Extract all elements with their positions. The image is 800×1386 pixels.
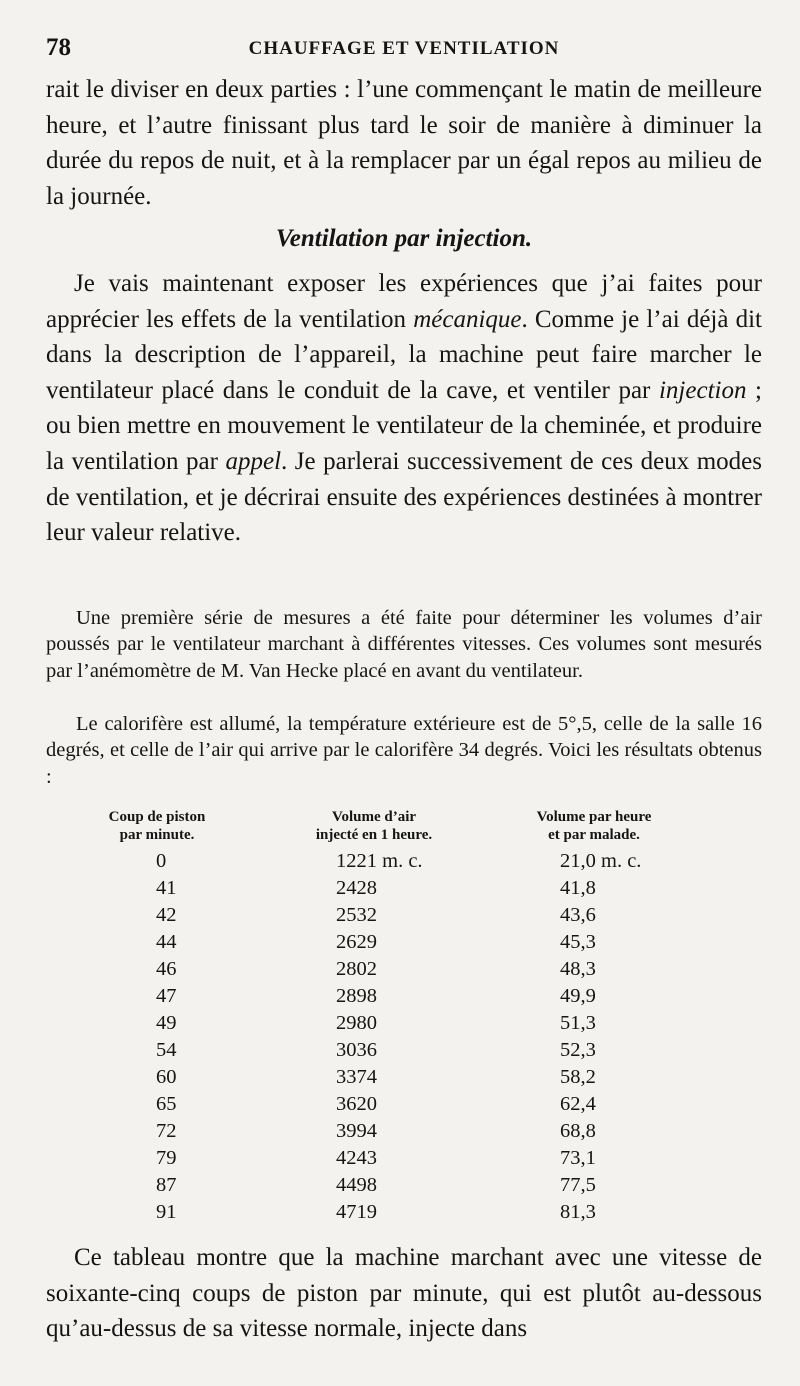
table-row — [46, 1012, 762, 1039]
emphasis-appel: appel — [225, 447, 282, 475]
cell-air-volume: 4243 — [336, 1147, 377, 1169]
cell-volume-per-patient: 62,4 — [560, 1093, 596, 1115]
cell-volume-per-patient: 73,1 — [560, 1147, 596, 1169]
cell-volume-per-patient: 41,8 — [560, 877, 596, 899]
cell-piston-strokes: 42 — [156, 904, 177, 926]
cell-volume-per-patient: 68,8 — [560, 1120, 596, 1142]
header-air-volume-line-2: injecté en 1 heure. — [315, 827, 433, 843]
section-heading: Ventilation par injection. — [275, 225, 533, 252]
cell-volume-per-patient: 43,6 — [560, 904, 596, 926]
cell-piston-strokes: 0 — [156, 850, 167, 872]
table-row — [46, 904, 762, 931]
cell-air-volume: 3620 — [336, 1093, 377, 1115]
emphasis-mecanique: mécanique — [413, 305, 522, 333]
header-piston-strokes-line-2: par minute. — [119, 827, 195, 843]
cell-air-volume: 3374 — [336, 1066, 377, 1088]
running-head: CHAUFFAGE ET VENTILATION — [248, 38, 560, 59]
table-row — [46, 1093, 762, 1120]
page-header — [46, 34, 762, 66]
table-row — [46, 1201, 762, 1228]
paragraph-1: rait le diviser en deux parties : l’une commençant le matin de meilleure heure, et l’autre finissant plus tard le soir de manière à diminuer la durée du repos de nuit, et à la remplacer par un égal repos au milieu de la journée. — [46, 76, 762, 210]
paragraph-4: Le calorifère est allumé, la température extérieure est de 5°,5, celle de la salle 16 degrés, et celle de l’air qui arrive par le calorifère 34 degrés. Voici les résultats obtenus : — [46, 713, 762, 788]
cell-piston-strokes: 54 — [156, 1039, 177, 1061]
cell-piston-strokes: 46 — [156, 958, 177, 980]
cell-air-volume: 2980 — [336, 1012, 377, 1034]
paragraph-2-text-3: ; ou bien mettre en mouvement le ventilateur de la cheminée, et produire la ventilation par — [46, 376, 763, 475]
header-air-volume — [268, 808, 480, 844]
header-volume-per-patient — [494, 808, 694, 844]
cell-volume-per-patient: 48,3 — [560, 958, 596, 980]
cell-volume-per-patient: 81,3 — [560, 1201, 596, 1223]
paragraph-2-text-4: . Je parlerai successivement de ces deux modes de ventilation, et je décrirai ensuite des expériences destinées à montrer leur valeur relative. — [46, 447, 762, 547]
cell-piston-strokes: 65 — [156, 1093, 177, 1115]
cell-air-volume: 2629 — [336, 931, 377, 953]
table-row — [46, 958, 762, 985]
cell-piston-strokes: 91 — [156, 1201, 177, 1223]
table-row — [46, 931, 762, 958]
cell-volume-per-patient: 52,3 — [560, 1039, 596, 1061]
cell-air-volume: 2802 — [336, 958, 377, 980]
cell-air-volume: 2428 — [336, 877, 377, 899]
table-row — [46, 877, 762, 904]
table-row — [46, 1147, 762, 1174]
cell-piston-strokes: 87 — [156, 1174, 177, 1196]
cell-volume-per-patient: 51,3 — [560, 1012, 596, 1034]
header-piston-strokes — [82, 808, 232, 844]
table-row — [46, 1174, 762, 1201]
emphasis-injection: injection — [658, 376, 747, 404]
table-row — [46, 1039, 762, 1066]
paragraph-2 — [46, 266, 762, 551]
paragraph-2-text-2: . Comme je l’ai déjà dit dans la description de l’appareil, la machine peut faire marcher le ventilateur placé dans le conduit de la cave, et ventiler par — [46, 305, 762, 404]
header-volume-per-patient-line-2: et par malade. — [548, 827, 640, 843]
cell-air-volume: 2532 — [336, 904, 377, 926]
cell-volume-per-patient: 77,5 — [560, 1174, 596, 1196]
cell-air-volume: 3036 — [336, 1039, 377, 1061]
cell-volume-per-patient: 45,3 — [560, 931, 596, 953]
paragraph-2-text-1: Je vais maintenant exposer les expériences que j’ai faites pour apprécier les effets de la ventilation — [46, 270, 762, 333]
cell-air-volume: 4719 — [336, 1201, 377, 1223]
table-row — [46, 985, 762, 1012]
header-piston-strokes-line-1: Coup de piston — [108, 809, 206, 825]
cell-piston-strokes: 72 — [156, 1120, 177, 1142]
table-row — [46, 1120, 762, 1147]
cell-air-volume: 3994 — [336, 1120, 377, 1142]
paragraph-5: Ce tableau montre que la machine marchant avec une vitesse de soixante-cinq coups de piston par minute, qui est plutôt au-dessous qu’au-dessus de sa vitesse normale, injecte dans — [46, 1244, 762, 1343]
header-air-volume-line-1: Volume d’air — [331, 809, 417, 825]
table-row — [46, 850, 762, 877]
cell-air-volume: 1221 m. c. — [336, 850, 423, 872]
cell-piston-strokes: 49 — [156, 1012, 177, 1034]
cell-piston-strokes: 41 — [156, 877, 177, 899]
cell-piston-strokes: 79 — [156, 1147, 177, 1169]
cell-volume-per-patient: 21,0 m. c. — [560, 850, 642, 872]
cell-piston-strokes: 44 — [156, 931, 177, 953]
cell-piston-strokes: 47 — [156, 985, 177, 1007]
cell-volume-per-patient: 58,2 — [560, 1066, 596, 1088]
cell-volume-per-patient: 49,9 — [560, 985, 596, 1007]
cell-air-volume: 2898 — [336, 985, 377, 1007]
table-row — [46, 1066, 762, 1093]
cell-piston-strokes: 60 — [156, 1066, 177, 1088]
header-volume-per-patient-line-1: Volume par heure — [536, 809, 652, 825]
paragraph-3: Une première série de mesures a été faite pour déterminer les volumes d’air poussés par le ventilateur marchant à différentes vitesses. Ces volumes sont mesurés par l’anémomètre de M. Van Hecke placé en avant du ventilateur. — [46, 607, 762, 682]
cell-air-volume: 4498 — [336, 1174, 377, 1196]
page-number: 78 — [46, 34, 71, 61]
